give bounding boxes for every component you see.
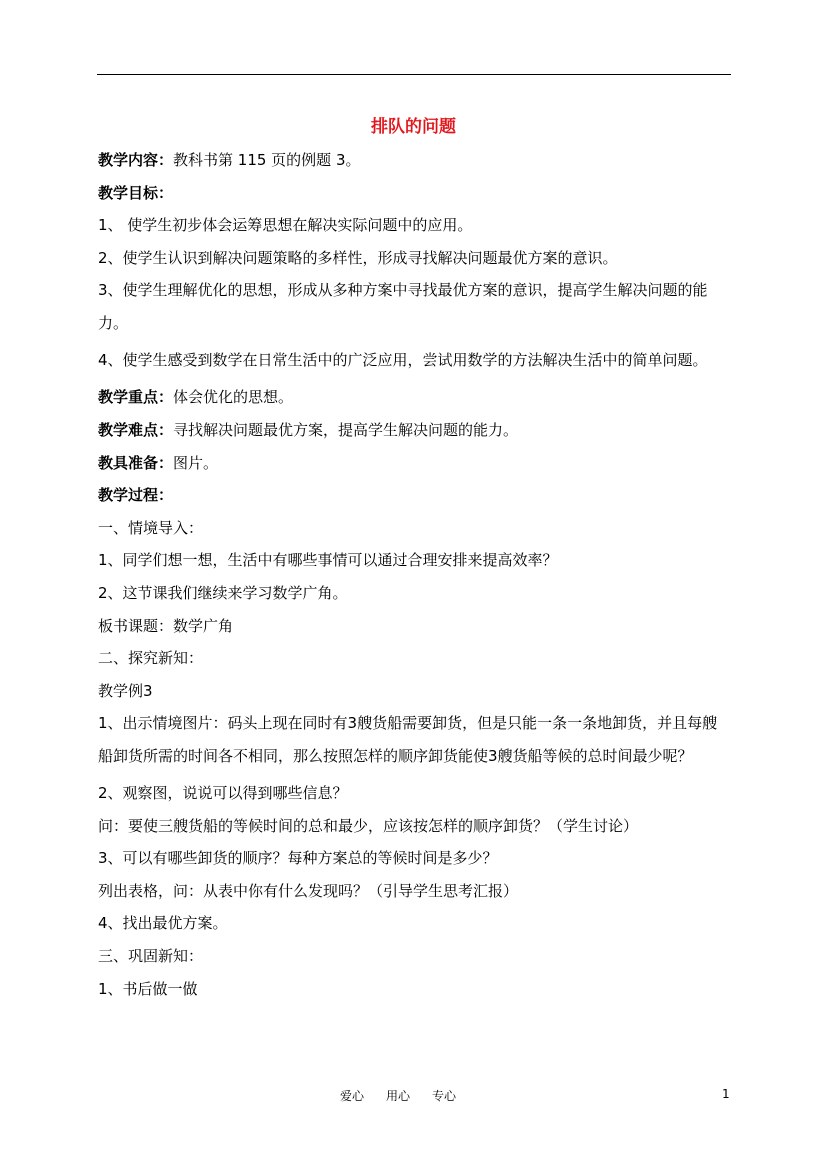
footer-word-2: 用心: [386, 1089, 411, 1103]
section-1-item-2: 2、这节课我们继续来学习数学广角。: [98, 583, 348, 602]
goal-4: 4、使学生感受到数学在日常生活中的广泛应用，尝试用数学的方法解决生活中的简单问题。: [98, 351, 708, 370]
footer-word-1: 爱心: [340, 1089, 365, 1103]
section-1-item-1: 1、同学们想一想，生活中有哪些事情可以通过合理安排来提高效率？: [98, 551, 558, 570]
goals-heading: 教学目标：: [98, 183, 174, 202]
page-number: 1: [722, 1087, 730, 1101]
difficulty-line: [98, 418, 732, 451]
key-text: 体会优化的思想。: [173, 388, 294, 407]
goal-3: 3、使学生理解优化的思想，形成从多种方案中寻找最优方案的意识，提高学生解决问题的能力。: [98, 281, 708, 332]
section-2-heading: 二、探究新知：: [98, 649, 204, 668]
goal-1: 1、 使学生初步体会运筹思想在解决实际问题中的应用。: [98, 216, 473, 235]
section-3-heading: 三、巩固新知：: [98, 947, 204, 966]
difficulty-label: 教学难点：: [98, 420, 174, 439]
section-1-item-3: 板书课题：数学广角: [98, 616, 234, 635]
content-line: [98, 148, 732, 181]
section-3-item-1: 1、书后做一做: [98, 979, 198, 998]
section-2-item-1: 1、出示情境图片：码头上现在同时有3艘货船需要卸货，但是只能一条一条地卸货，并且每艘船卸货所需的时间各不相同，那么按照怎样的顺序卸货能使3艘货船等候的总时间最少呢？: [98, 714, 718, 765]
key-label: 教学重点：: [98, 388, 174, 407]
page-title: 排队的问题: [371, 117, 456, 137]
section-2-item-3: 3、可以有哪些卸货的顺序？每种方案总的等候时间是多少？: [98, 849, 498, 868]
footer-motto: [340, 1087, 478, 1104]
footer-word-3: 专心: [432, 1089, 457, 1103]
section-2-table-note: 列出表格，问：从表中你有什么发现吗？（引导学生思考汇报）: [98, 881, 519, 900]
prep-text: 图片。: [173, 453, 219, 472]
page-footer: [0, 1087, 827, 1107]
content-label: 教学内容：: [98, 151, 174, 169]
difficulty-text: 寻找解决问题最优方案，提高学生解决问题的能力。: [173, 420, 519, 439]
section-2-item-4: 4、找出最优方案。: [98, 914, 228, 933]
section-1-heading: 一、情境导入：: [98, 518, 204, 537]
key-line: [98, 385, 732, 418]
content-text: 教科书第 115 页的例题 3。: [173, 151, 361, 169]
prep-line: [98, 451, 732, 484]
section-2-item-2: 2、观察图，说说可以得到哪些信息？: [98, 784, 348, 803]
process-heading: 教学过程：: [98, 486, 174, 505]
section-2-example: 教学例3: [98, 681, 153, 700]
document-body: [98, 148, 732, 1009]
goal-2: 2、使学生认识到解决问题策略的多样性，形成寻找解决问题最优方案的意识。: [98, 248, 618, 267]
prep-label: 教具准备：: [98, 453, 174, 472]
header-rule: [97, 74, 731, 75]
section-2-question: 问：要使三艘货船的等候时间的总和最少，应该按怎样的顺序卸货？（学生讨论）: [98, 816, 639, 835]
